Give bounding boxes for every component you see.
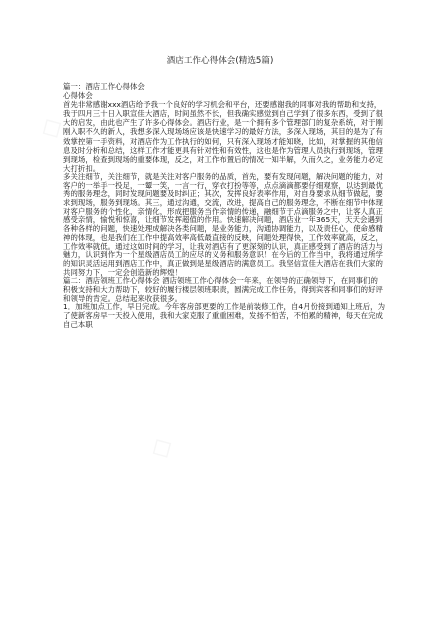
paragraph: 1．加班加点工作，早日完成。今年客房部更要的工作是前装修工作，自4月份接到通知上班后，为了使新客房早一天投入使用，我和大家克服了重重困难，发扬不怕苦，不怕累的精神，每天在完成自己本职: [63, 302, 386, 329]
document-body: [63, 82, 385, 330]
watermark: [143, 427, 178, 466]
section-heading: 篇一：酒店工作心得体会: [63, 82, 145, 91]
paragraph: 多关注细节，关注细节，就是关注对客户服务的品质，首先，要有发现问题，解决问题的能力，对客户的一举手一投足，一颦一笑，一言一行，穿衣打扮等等，点点滴滴都要仔细观察，以达到最优秀的服务理念，同时发现问题要及时纠正；其次，发挥良好表率作用，对自身要求从细节做起，要求到现场，服务到现场。其三，通过沟通，交流，改进，提高自己的服务理念，不断在细节中体现对客户服务的个性化，亲情化，形成把服务当作亲情的传递，融细节于点滴服务之中，让客人真正感受亲情，愉悦和惊喜，让细节发挥超值的作用。快速解决问题，酒店业一年365天，天天会遇到各种各样的问题，快速处理成解决各类问题，是业务能力，沟通协调能力，以及责任心，使命感精神的体现，也是我们在工作中提高效率高低最直接的反映，问题处理得快，工作效率就高，反之，工作效率就低。通过这如时间的学习，让我对酒店有了更深刻的认识，真正感受到了酒店的活力与魅力，认识到作为一个星级酒店员工的应尽的义务和服务意识！在今后的工作当中，我将通过所学的知识灵活运用到酒店工作中，真正做到是星级酒店的满意员工。我坚信宣佳大酒店在我们大家的共同努力下，一定会创造新的辉煌！: [63, 171, 383, 277]
paragraph: 篇二：酒店领班工作心得体会 酒店领班工作心得体会一年来，在领导的正确领导下，在同事们的积极支持和大力帮助下，较好的履行楼层领班职责，圆满完成工作任务，得到宾客和同事们的好评和领导的肯定。总结起来收获很多。: [63, 276, 383, 303]
document-title: 酒店工作心得体会(精选5篇): [166, 56, 274, 66]
subheading: 心得体会: [63, 91, 93, 101]
paragraph: 首先非常感谢xxx酒店给予我一个良好的学习机会和平台，还要感谢我的同事对我的帮助和支持，我于四月三十日入职宣佳大酒店，时间虽然不长，但我确实感觉到自己学到了很多东西，受到了很大的启发，由此也产生了许多心得体会。酒店行业，是一个拥有多个管理部门的复杂系统，对于刚刚入职不久的新人，我想多深入现场场应该是快速学习的最好方法，多深入现场，其目的是为了有效掌控第一手资料，对酒店作为工作执行的如何，只有深入现场才能知晓，比如，对掌握的其他信息及时分析和总结，这样工作才能更具有针对性和有效性，这也是作为管理人员执行到现场，管理到现场，检查到现场的重要体现，反之，对工作布置后的情况一知半解，久而久之，业务能力必定大打折扣。: [63, 100, 383, 173]
